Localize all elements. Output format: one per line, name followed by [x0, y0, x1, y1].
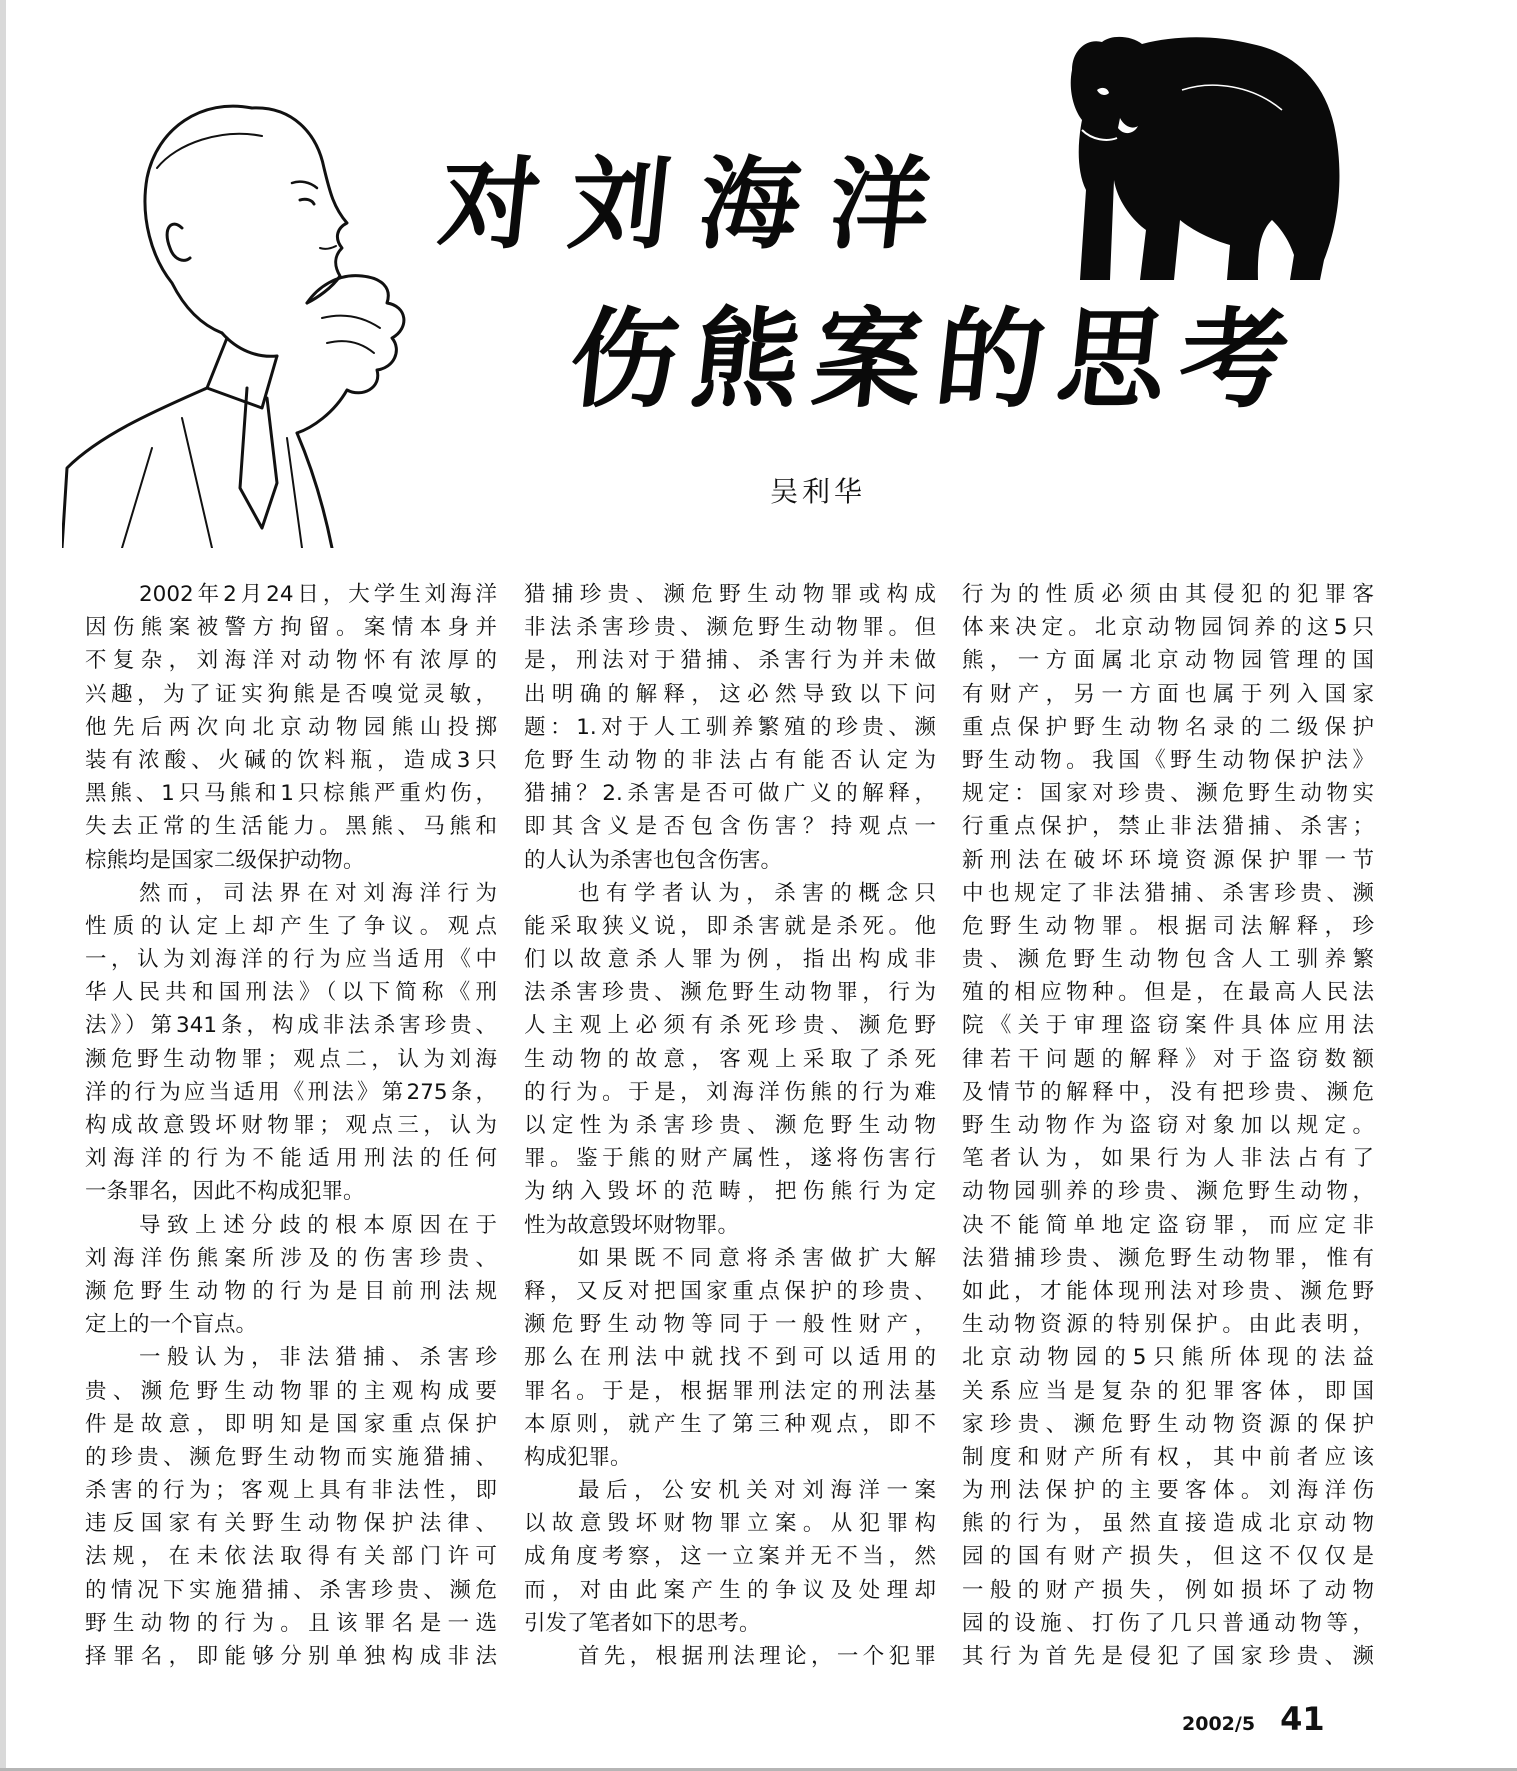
- text-line: 殖的相应物种。但是，在最高人民法: [962, 980, 1374, 1006]
- text-line: 性为故意毁坏财物罪。: [524, 1212, 740, 1238]
- text-line: 的人认为杀害也包含伤害。: [524, 847, 783, 873]
- text-line: 即其含义是否包含伤害？持观点一: [524, 814, 936, 840]
- text-line: 规定：国家对珍贵、濒危野生动物实: [962, 781, 1374, 807]
- text-line: 以故意毁坏财物罪立案。从犯罪构: [524, 1511, 936, 1537]
- text-line: 导致上述分歧的根本原因在于: [139, 1212, 497, 1238]
- text-line: 刘海洋伤熊案所涉及的伤害珍贵、: [85, 1245, 497, 1271]
- bear-illustration: [1062, 30, 1347, 282]
- text-line: 的珍贵、濒危野生动物而实施猎捕、: [85, 1444, 497, 1470]
- text-line: 及情节的解释中，没有把珍贵、濒危: [962, 1079, 1374, 1105]
- text-line: 一般认为，非法猎捕、杀害珍: [139, 1345, 497, 1371]
- text-line: 罪名。于是，根据罪刑法定的刑法基: [524, 1378, 936, 1404]
- scan-border-left: [0, 0, 6, 1771]
- text-line: 一般的财产损失，例如损坏了动物: [962, 1577, 1374, 1603]
- text-line: 不复杂，刘海洋对动物怀有浓厚的: [85, 648, 497, 674]
- text-line: 贵、濒危野生动物包含人工驯养繁: [962, 947, 1374, 973]
- text-line: 制度和财产所有权，其中前者应该: [962, 1444, 1374, 1470]
- article-author: 吴利华: [770, 475, 867, 508]
- text-line: 释，又反对把国家重点保护的珍贵、: [524, 1278, 936, 1304]
- text-line: 猎捕珍贵、濒危野生动物罪或构成: [524, 582, 936, 607]
- text-line: 行为的性质必须由其侵犯的犯罪客: [962, 582, 1374, 607]
- text-line: 濒危野生动物等同于一般性财产，: [524, 1312, 936, 1338]
- text-line: 本原则，就产生了第三种观点，即不: [524, 1411, 936, 1437]
- text-column-2: [524, 578, 936, 1673]
- man-thinking-illustration: [62, 88, 452, 548]
- text-line: 的行为。于是，刘海洋伤熊的行为难: [524, 1079, 936, 1105]
- text-line: 洋的行为应当适用《刑法》第275条，: [85, 1079, 497, 1105]
- text-line: 生动物资源的特别保护。由此表明，: [962, 1312, 1374, 1338]
- text-line: 法规，在未依法取得有关部门许可: [85, 1544, 497, 1570]
- text-line: 贵、濒危野生动物罪的主观构成要: [85, 1378, 497, 1404]
- text-line: 以定性为杀害珍贵、濒危野生动物: [524, 1113, 936, 1138]
- text-line: 园的设施、打伤了几只普通动物等，: [962, 1610, 1374, 1636]
- text-line: 关系应当是复杂的犯罪客体，即国: [962, 1378, 1374, 1404]
- text-line: 刘海洋的行为不能适用刑法的任何: [85, 1146, 497, 1172]
- page-footer: [1182, 1700, 1325, 1738]
- text-line: 法》）第341条，构成非法杀害珍贵、: [85, 1013, 497, 1039]
- text-line: 杀害的行为；客观上具有非法性，即: [85, 1478, 497, 1504]
- text-line: 构成犯罪。: [524, 1444, 632, 1470]
- page-number: 41: [1280, 1700, 1325, 1738]
- text-line: 首先，根据刑法理论，一个犯罪: [578, 1644, 936, 1669]
- text-line: 件是故意，即明知是国家重点保护: [85, 1411, 497, 1437]
- text-line: 非法杀害珍贵、濒危野生动物罪。但: [524, 615, 936, 641]
- text-line: 构成故意毁坏财物罪；观点三，认为: [85, 1113, 497, 1138]
- text-line: 危野生动物罪。根据司法解释，珍: [962, 913, 1374, 939]
- text-line: 题：1.对于人工驯养繁殖的珍贵、濒: [524, 714, 936, 740]
- text-line: 最后，公安机关对刘海洋一案: [578, 1478, 936, 1504]
- text-line: 的情况下实施猎捕、杀害珍贵、濒危: [85, 1577, 497, 1603]
- text-line: 一，认为刘海洋的行为应当适用《中: [85, 947, 497, 973]
- text-line: 他先后两次向北京动物园熊山投掷: [85, 714, 497, 740]
- text-line: 违反国家有关野生动物保护法律、: [85, 1511, 497, 1537]
- text-line: 兴趣，为了证实狗熊是否嗅觉灵敏，: [85, 681, 497, 707]
- article-title-line-1: 对刘海洋: [433, 146, 967, 263]
- article-title-line-2: 伤熊案的思考: [563, 298, 1309, 423]
- text-column-3: [962, 578, 1374, 1673]
- text-line: 院《关于审理盗窃案件具体应用法: [962, 1013, 1374, 1039]
- text-line: 人主观上必须有杀死珍贵、濒危野: [524, 1013, 936, 1039]
- text-line: 律若干问题的解释》对于盗窃数额: [962, 1046, 1374, 1072]
- text-line: 法猎捕珍贵、濒危野生动物罪，惟有: [962, 1245, 1374, 1271]
- text-line: 家珍贵、濒危野生动物资源的保护: [962, 1411, 1374, 1437]
- text-line: 2002年2月24日，大学生刘海洋: [139, 582, 497, 607]
- text-line: 而，对由此案产生的争议及处理却: [524, 1577, 936, 1603]
- text-line: 中也规定了非法猎捕、杀害珍贵、濒: [962, 880, 1374, 906]
- text-line: 濒危野生动物的行为是目前刑法规: [85, 1278, 497, 1304]
- text-line: 华人民共和国刑法》（以下简称《刑: [85, 980, 497, 1006]
- text-line: 熊，一方面属北京动物园管理的国: [962, 648, 1374, 674]
- text-line: 行重点保护，禁止非法猎捕、杀害；: [962, 814, 1374, 840]
- issue-label: 2002/5: [1182, 1713, 1256, 1735]
- text-line: 定上的一个盲点。: [85, 1312, 258, 1338]
- text-line: 引发了笔者如下的思考。: [524, 1610, 761, 1636]
- text-line: 一条罪名，因此不构成犯罪。: [85, 1179, 365, 1205]
- text-line: 野生动物的行为。且该罪名是一选: [85, 1610, 497, 1636]
- text-line: 猎捕？2.杀害是否可做广义的解释，: [524, 781, 936, 807]
- text-line: 熊的行为，虽然直接造成北京动物: [962, 1511, 1374, 1537]
- text-line: 们以故意杀人罪为例，指出构成非: [524, 947, 936, 973]
- text-line: 黑熊、1只马熊和1只棕熊严重灼伤，: [85, 781, 497, 807]
- text-line: 重点保护野生动物名录的二级保护: [962, 714, 1374, 740]
- text-line: 生动物的故意，客观上采取了杀死: [524, 1046, 936, 1072]
- text-line: 然而，司法界在对刘海洋行为: [139, 880, 497, 906]
- text-line: 性质的认定上却产生了争议。观点: [85, 913, 497, 939]
- text-line: 成角度考察，这一立案并无不当，然: [524, 1544, 936, 1570]
- text-line: 因伤熊案被警方拘留。案情本身并: [85, 615, 497, 641]
- text-line: 罪。鉴于熊的财产属性，遂将伤害行: [524, 1146, 936, 1172]
- text-line: 危野生动物的非法占有能否认定为: [524, 747, 936, 773]
- text-line: 是，刑法对于猎捕、杀害行为并未做: [524, 648, 936, 674]
- text-line: 北京动物园的5只熊所体现的法益: [962, 1345, 1374, 1371]
- text-line: 为纳入毁坏的范畴，把伤熊行为定: [524, 1179, 936, 1205]
- text-line: 决不能简单地定盗窃罪，而应定非: [962, 1212, 1374, 1238]
- text-line: 如此，才能体现刑法对珍贵、濒危野: [962, 1278, 1374, 1304]
- text-line: 择罪名，即能够分别单独构成非法: [85, 1644, 497, 1669]
- text-line: 体来决定。北京动物园饲养的这5只: [962, 615, 1374, 641]
- text-line: 能采取狭义说，即杀害就是杀死。他: [524, 913, 936, 939]
- text-line: 失去正常的生活能力。黑熊、马熊和: [85, 814, 497, 840]
- text-line: 园的国有财产损失，但这不仅仅是: [962, 1544, 1374, 1570]
- text-line: 出明确的解释，这必然导致以下问: [524, 681, 936, 707]
- text-line: 野生动物。我国《野生动物保护法》: [962, 747, 1374, 773]
- text-line: 为刑法保护的主要客体。刘海洋伤: [962, 1478, 1374, 1504]
- text-column-1: [85, 578, 497, 1673]
- text-line: 也有学者认为，杀害的概念只: [578, 880, 936, 906]
- text-line: 其行为首先是侵犯了国家珍贵、濒: [962, 1644, 1374, 1669]
- text-line: 动物园驯养的珍贵、濒危野生动物，: [962, 1179, 1374, 1205]
- text-line: 笔者认为，如果行为人非法占有了: [962, 1146, 1374, 1172]
- text-line: 有财产，另一方面也属于列入国家: [962, 681, 1374, 707]
- text-line: 那么在刑法中就找不到可以适用的: [524, 1345, 936, 1371]
- text-line: 棕熊均是国家二级保护动物。: [85, 847, 365, 873]
- text-line: 装有浓酸、火碱的饮料瓶，造成3只: [85, 747, 497, 773]
- text-line: 濒危野生动物罪；观点二，认为刘海: [85, 1046, 497, 1072]
- text-line: 新刑法在破坏环境资源保护罪一节: [962, 847, 1374, 873]
- text-line: 法杀害珍贵、濒危野生动物罪，行为: [524, 980, 936, 1006]
- text-line: 野生动物作为盗窃对象加以规定。: [962, 1113, 1374, 1138]
- text-line: 如果既不同意将杀害做扩大解: [578, 1245, 936, 1271]
